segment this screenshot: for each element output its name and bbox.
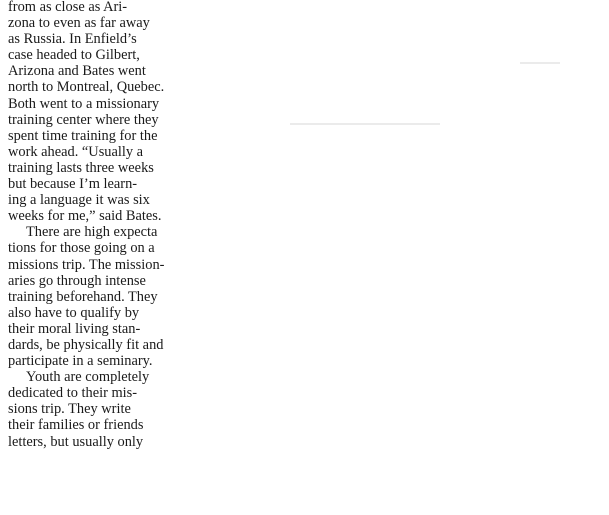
text-line: but because I’m learn- [8, 176, 138, 193]
text-line: weeks for me,” said Bates. [8, 208, 162, 225]
text-line: work ahead. “Usually a [8, 143, 144, 160]
text-line: spent time training for the [8, 127, 158, 144]
text-line: participate in a seminary. [8, 353, 153, 370]
text-line: dedicated to their mis- [8, 385, 138, 402]
text-line: training lasts three weeks [8, 159, 154, 176]
article-paragraph [8, 224, 198, 369]
article-paragraph [8, 0, 198, 224]
text-line: sions trip. They write [8, 401, 131, 418]
text-line: as Russia. In Enfield’s [8, 31, 137, 48]
text-line: also have to qualify by [8, 304, 140, 321]
article-paragraph [8, 369, 198, 449]
text-line: There are high expecta [26, 224, 158, 241]
scan-speck [520, 62, 560, 64]
text-line: dards, be physically fit and [8, 336, 164, 353]
scan-speck [290, 123, 440, 125]
text-line: aries go through intense [8, 272, 146, 289]
text-line: Youth are completely [26, 369, 150, 386]
text-line: from as close as Ari- [8, 0, 128, 15]
text-line: letters, but usually only [8, 433, 144, 450]
article-column [8, 0, 198, 450]
text-line: Both went to a missionary [8, 95, 160, 112]
text-line: north to Montreal, Quebec. [8, 79, 165, 96]
text-line: their families or friends [8, 417, 144, 434]
text-line: their moral living stan- [8, 320, 141, 337]
text-line: case headed to Gilbert, [8, 47, 140, 64]
text-line: missions trip. The mission- [8, 256, 165, 273]
text-line: zona to even as far away [8, 15, 150, 32]
text-line: Arizona and Bates went [8, 63, 146, 80]
text-line: training center where they [8, 111, 159, 128]
text-line: tions for those going on a [8, 240, 155, 257]
text-line: ing a language it was six [8, 192, 150, 209]
text-line: training beforehand. They [8, 288, 158, 305]
